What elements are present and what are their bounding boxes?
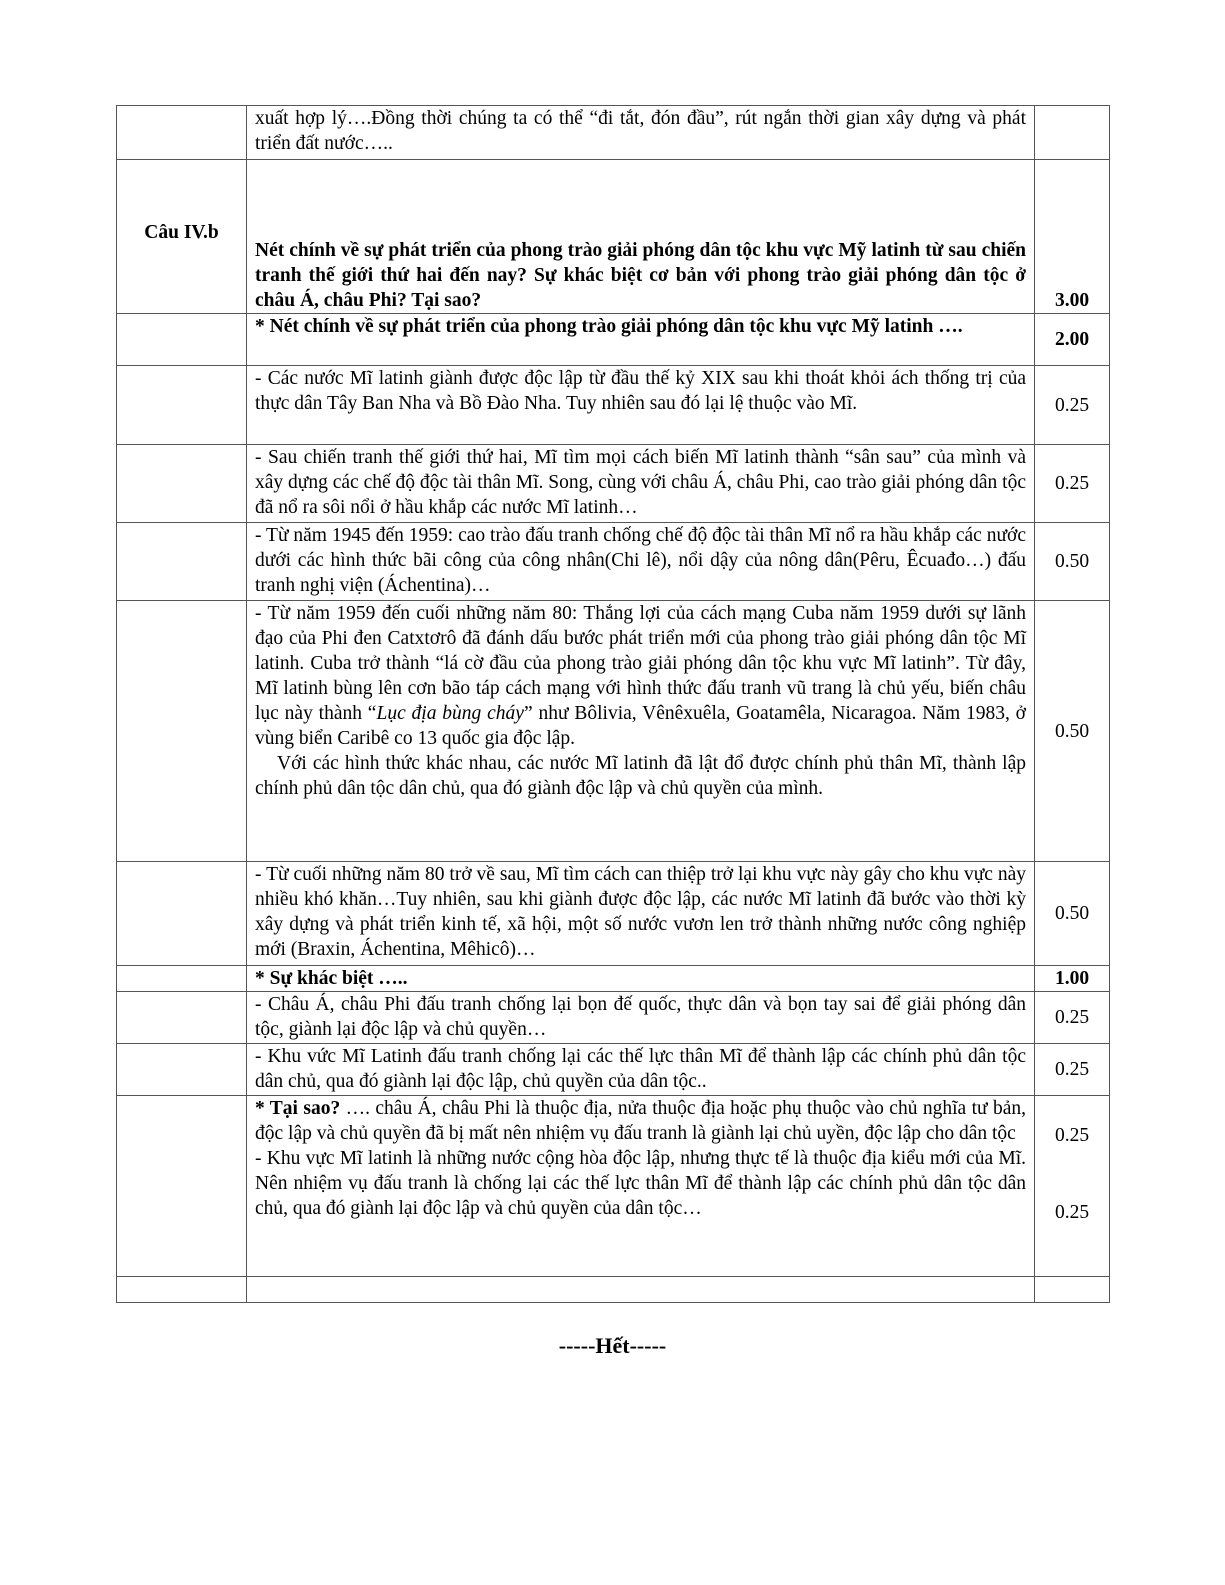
score-cell: 0.50	[1035, 601, 1110, 862]
score-cell	[1035, 106, 1110, 160]
paragraph	[255, 601, 1026, 751]
table-row	[117, 966, 1110, 992]
score-cell	[1035, 1096, 1110, 1277]
content-cell: - Từ năm 1945 đến 1959: cao trào đấu tranh chống chế độ độc tài thân Mĩ nổ ra hầu khắp các nước dưới các hình thức bãi công của công nhân(Chi lê), nổi dậy của nông dân(Pêru, Êcuađo…) đấu tranh nghị viện (Áchentina)…	[247, 523, 1035, 601]
score-cell: 0.50	[1035, 523, 1110, 601]
content-cell: - Sau chiến tranh thế giới thứ hai, Mĩ tìm mọi cách biến Mĩ latinh thành “sân sau” của mình và xây dựng các chế độ độc tài thân Mĩ. Song, cùng với châu Á, châu Phi, cao trào giải phóng dân tộc đã nổ ra sôi nổi ở hầu khắp các nước Mĩ latinh…	[247, 445, 1035, 523]
score-cell: 0.50	[1035, 862, 1110, 966]
content-cell: - Khu vức Mĩ Latinh đấu tranh chống lại các thế lực thân Mĩ để thành lập các chính phủ dân tộc dân chủ, qua đó giành lại độc lập, chủ quyền của dân tộc..	[247, 1044, 1035, 1096]
paragraph: - Khu vực Mĩ latinh là những nước cộng hòa độc lập, nhưng thực tế là thuộc địa kiểu mới của Mĩ. Nên nhiệm vụ đấu tranh là chống lại các thế lực thân Mĩ để thành lập các chính phủ dân tộc dân chủ, qua đó giành lại độc lập và chủ quyền của dân tộc…	[255, 1148, 1026, 1219]
italic-phrase: Lục địa bùng cháy	[376, 703, 524, 724]
bold-phrase: * Tại sao?	[255, 1098, 341, 1119]
content-cell	[247, 1096, 1035, 1277]
score-cell: 0.25	[1035, 1044, 1110, 1096]
paragraph: Với các hình thức khác nhau, các nước Mĩ latinh đã lật đổ được chính phủ thân Mĩ, thành lập chính phủ dân tộc dân chủ, qua đó giành độc lập và chủ quyền của mình.	[255, 753, 1026, 799]
score-value: 0.25	[1054, 1202, 1090, 1223]
content-cell: - Các nước Mĩ latinh giành được độc lập từ đầu thế kỷ XIX sau khi thoát khỏi ách thống trị của thực dân Tây Ban Nha và Bồ Đào Nha. Tuy nhiên sau đó lại lệ thuộc vào Mĩ.	[247, 366, 1035, 445]
table-row	[117, 106, 1110, 160]
content-cell: - Châu Á, châu Phi đấu tranh chống lại bọn đế quốc, thực dân và bọn tay sai để giải phóng dân tộc, giành lại độc lập và chủ quyền…	[247, 992, 1035, 1044]
content-cell	[247, 601, 1035, 862]
score-cell: 0.25	[1035, 992, 1110, 1044]
text-run: - Từ năm 1959 đến cuối những năm 80: Thắng lợi của cách mạng Cuba năm 1959 dưới sự lãnh đạo của Phi đen Catxtơrô đã đánh dấu bước phát triển mới của phong trào giải phóng dân tộc Mĩ latinh. Cuba trở thành “lá cờ đầu của phong trào giải phóng dân tộc khu vực Mĩ latinh”. Từ đây, Mĩ latinh bùng lên cơn bão táp cách mạng với hình thức đấu tranh vũ trang là chủ yếu, biến châu lục này thành “	[255, 603, 1026, 724]
table-row	[117, 1096, 1110, 1277]
content-cell: xuất hợp lý….Đồng thời chúng ta có thể “đi tắt, đón đầu”, rút ngắn thời gian xây dựng và phát triển đất nước…..	[247, 106, 1035, 160]
section-heading: * Sự khác biệt …..	[247, 966, 1035, 992]
score-total: 3.00	[1035, 160, 1110, 314]
score-cell: 1.00	[1035, 966, 1110, 992]
section-heading: * Nét chính về sự phát triển của phong trào giải phóng dân tộc khu vực Mỹ latinh ….	[247, 314, 1035, 366]
table-row	[117, 160, 1110, 314]
table-row	[117, 366, 1110, 445]
table-row	[117, 862, 1110, 966]
table-row	[117, 445, 1110, 523]
score-cell: 0.25	[1035, 445, 1110, 523]
text-run: …. châu Á, châu Phi là thuộc địa, nửa thuộc địa hoặc phụ thuộc vào chủ nghĩa tư bản, độc lập và chủ quyền đã bị mất nên nhiệm vụ đấu tranh là giành lại chủ uyền, độc lập cho dân tộc	[255, 1098, 1026, 1144]
table-row	[117, 601, 1110, 862]
question-label: Câu IV.b	[117, 160, 247, 314]
score-cell: 0.25	[1035, 366, 1110, 445]
end-marker: -----Hết-----	[558, 1333, 667, 1358]
content-cell: - Từ cuối những năm 80 trở về sau, Mĩ tìm cách can thiệp trở lại khu vực này gây cho khu vực này nhiều khó khăn…Tuy nhiên, sau khi giành được độc lập, các nước Mĩ latinh đã bước vào thời kỳ xây dựng và phát triển kinh tế, xã hội, một số nước vươn len trở thành những nước công nghiệp mới (Braxin, Áchentina, Mêhicô)…	[247, 862, 1035, 966]
table-row	[117, 314, 1110, 366]
table-row	[117, 1277, 1110, 1303]
question-text-body: Nét chính về sự phát triển của phong trào giải phóng dân tộc khu vực Mỹ latinh từ sau chiến tranh thế giới thứ hai đến nay? Sự khác biệt cơ bản với phong trào giải phóng dân tộc ở châu Á, châu Phi? Tại sao?	[255, 240, 1026, 311]
score-cell: 2.00	[1035, 314, 1110, 366]
text-run: ” như Bôlivia, Vênêxuêla, Goatamêla, Nicaragoa. Năm 1983, ở vùng biển Caribê co 13 quốc gia độc lập.	[255, 703, 1026, 749]
question-cell	[117, 106, 247, 160]
table-row	[117, 1044, 1110, 1096]
table-row	[117, 992, 1110, 1044]
paragraph	[255, 1096, 1026, 1146]
score-value: 0.25	[1054, 1125, 1090, 1146]
answer-table	[116, 105, 1110, 1303]
question-text	[247, 160, 1035, 314]
table-row	[117, 523, 1110, 601]
